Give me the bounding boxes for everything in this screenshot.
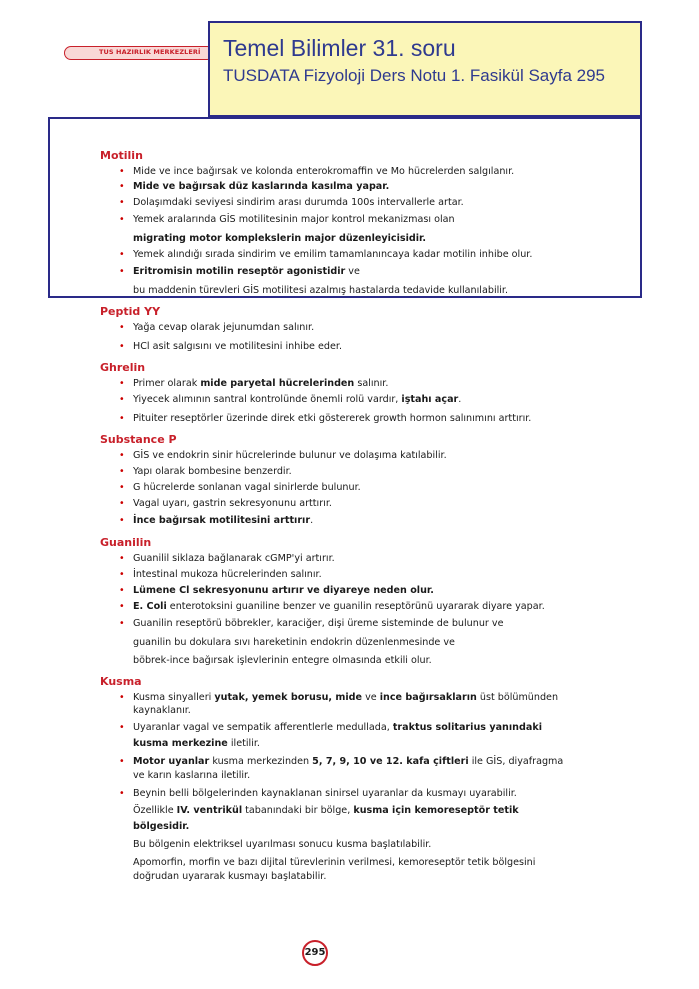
bullet-icon: • (119, 466, 125, 477)
bullet-icon: • (119, 692, 125, 703)
brand-tag-text: TUS HAZIRLIK MERKEZLERİ (99, 48, 201, 56)
list-item-continued: kusma merkezine iletilir. (133, 738, 260, 749)
bullet-icon: • (119, 266, 125, 277)
list-item-continued: doğrudan uyararak kusmayı başlatabilir. (133, 871, 327, 882)
bullet-icon: • (119, 515, 125, 526)
bullet-icon: • (119, 569, 125, 580)
section-heading-substance-p: Substance P (100, 433, 177, 446)
list-item: Eritromisin motilin reseptör agonistidir ve (133, 266, 360, 277)
list-item-continued: bölgesidir. (133, 821, 190, 832)
bullet-icon: • (119, 394, 125, 405)
bullet-icon: • (119, 181, 125, 192)
bullet-icon: • (119, 322, 125, 333)
bullet-icon: • (119, 166, 125, 177)
list-item-continued: guanilin bu dokulara sıvı hareketinin endokrin düzenlenmesinde ve (133, 637, 455, 648)
page-subtitle: TUSDATA Fizyoloji Ders Notu 1. Fasikül Sayfa 295 (223, 66, 606, 85)
bullet-icon: • (119, 482, 125, 493)
list-item: Guanilin reseptörü böbrekler, karaciğer, dişi üreme sisteminde de bulunur ve (133, 618, 504, 629)
bullet-icon: • (119, 214, 125, 225)
bullet-icon: • (119, 341, 125, 352)
list-item: Primer olarak mide paryetal hücrelerinden salınır. (133, 378, 389, 389)
list-item-continued: ve karın kaslarına iletilir. (133, 770, 251, 781)
page-title: Temel Bilimler 31. soru (223, 35, 456, 61)
list-item: G hücrelerde sonlanan vagal sinirlerde bulunur. (133, 482, 361, 493)
list-item: Guanilil siklaza bağlanarak cGMP'yi artırır. (133, 553, 335, 564)
list-item: Beynin belli bölgelerinden kaynaklanan sinirsel uyaranlar da kusmayı uyarabilir. (133, 788, 517, 799)
section-heading-ghrelin: Ghrelin (100, 361, 146, 374)
list-item-continued: böbrek-ince bağırsak işlevlerinin entegre olmasında etkili olur. (133, 655, 432, 666)
section-heading-peptid-yy: Peptid YY (100, 305, 161, 318)
section-heading-motilin: Motilin (100, 149, 143, 162)
page-number: 295 (302, 940, 328, 966)
list-item: Kusma sinyalleri yutak, yemek borusu, mide ve ince bağırsakların üst bölümünden (133, 692, 559, 703)
section-heading-guanilin: Guanilin (100, 536, 152, 549)
bullet-icon: • (119, 553, 125, 564)
bullet-icon: • (119, 788, 125, 799)
bullet-icon: • (119, 378, 125, 389)
list-item: GİS ve endokrin sinir hücrelerinde bulunur ve dolaşıma katılabilir. (133, 450, 447, 461)
list-item: Lümene Cl sekresyonunu artırır ve diyareye neden olur. (133, 585, 434, 596)
list-item: Motor uyanlar kusma merkezinden 5, 7, 9, 10 ve 12. kafa çiftleri ile GİS, diyafragma (133, 756, 564, 767)
list-item-continued: Apomorfin, morfin ve bazı dijital türevlerinin verilmesi, kemoreseptör tetik bölgesini (133, 857, 536, 868)
bullet-icon: • (119, 585, 125, 596)
bullet-icon: • (119, 756, 125, 767)
list-item: Yemek aralarında GİS motilitesinin major kontrol mekanizması olan (133, 214, 455, 225)
bullet-icon: • (119, 722, 125, 733)
list-item: Yemek alındığı sırada sindirim ve emilim tamamlanıncaya kadar motilin inhibe olur. (133, 249, 533, 260)
list-item: Mide ve bağırsak düz kaslarında kasılma yapar. (133, 181, 390, 192)
list-item: HCl asit salgısını ve motilitesini inhibe eder. (133, 341, 343, 352)
list-item-continued: Özellikle IV. ventrikül tabanındaki bir bölge, kusma için kemoreseptör tetik (133, 805, 519, 816)
list-item: Uyaranlar vagal ve sempatik afferentlerle medullada, traktus solitarius yanındaki (133, 722, 543, 733)
list-item: E. Coli enterotoksini guaniline benzer ve guanilin reseptörünü uyararak diyare yapar. (133, 601, 545, 612)
list-item-continued: Bu bölgenin elektriksel uyarılması sonucu kusma başlatılabilir. (133, 839, 432, 850)
bullet-icon: • (119, 413, 125, 424)
bullet-icon: • (119, 197, 125, 208)
bullet-icon: • (119, 498, 125, 509)
list-item: Yiyecek alımının santral kontrolünde önemli rolü vardır, iştahı açar. (133, 394, 462, 405)
list-item: Yapı olarak bombesine benzerdir. (133, 466, 292, 477)
list-item: Yağa cevap olarak jejunumdan salınır. (133, 322, 315, 333)
bullet-icon: • (119, 601, 125, 612)
bullet-icon: • (119, 249, 125, 260)
bullet-icon: • (119, 450, 125, 461)
list-item: Mide ve ince bağırsak ve kolonda enterokromaffin ve Mo hücrelerden salgılanır. (133, 166, 515, 177)
list-item-continued: bu maddenin türevleri GİS motilitesi azalmış hastalarda tedavide kullanılabilir. (133, 285, 509, 296)
bullet-icon: • (119, 618, 125, 629)
list-item: Vagal uyarı, gastrin sekresyonunu arttırır. (133, 498, 332, 509)
section-heading-kusma: Kusma (100, 675, 142, 688)
list-item-continued: migrating motor komplekslerin major düzenleyicisidir. (133, 233, 427, 244)
list-item: İntestinal mukoza hücrelerinden salınır. (133, 569, 322, 580)
list-item: Pituiter reseptörler üzerinde direk etki göstererek growth hormon salınımını arttırır. (133, 413, 532, 424)
list-item: Dolaşımdaki seviyesi sindirim arası durumda 100s intervallerle artar. (133, 197, 464, 208)
list-item-continued: kaynaklanır. (133, 705, 191, 716)
list-item: İnce bağırsak motilitesini arttırır. (133, 515, 314, 526)
